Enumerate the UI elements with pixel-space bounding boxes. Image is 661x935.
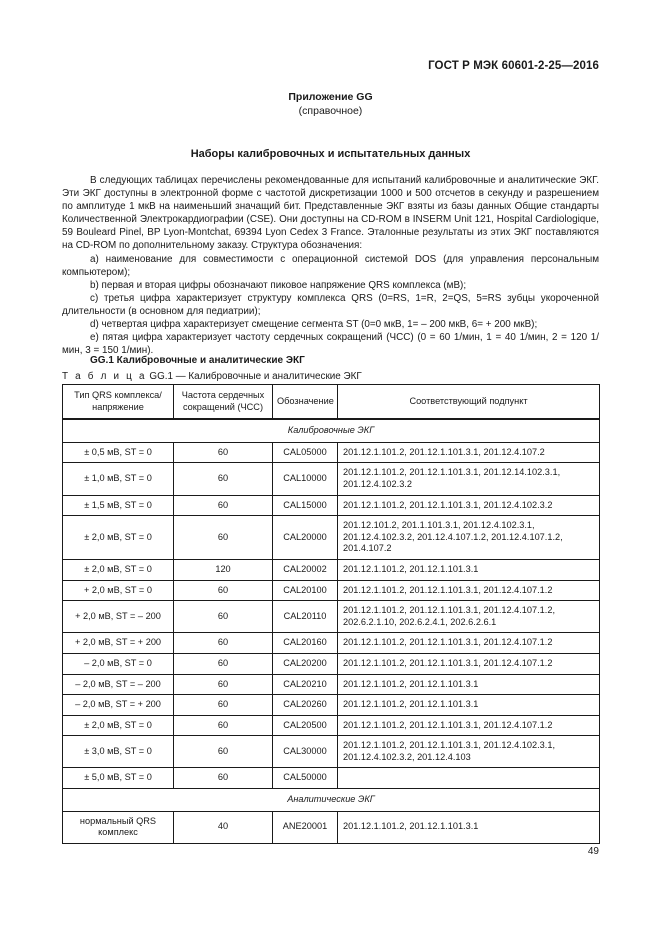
- body-text: [62, 174, 599, 357]
- cell-qrs-type: – 2,0 мВ, ST = – 200: [63, 674, 174, 695]
- cell-qrs-type: ± 3,0 мВ, ST = 0: [63, 736, 174, 768]
- cell-heart-rate: 120: [174, 559, 273, 580]
- table-row: [63, 463, 600, 495]
- page-number: 49: [587, 846, 599, 857]
- table-row: [63, 559, 600, 580]
- paragraph-item-b: b) первая и вторая цифры обозначают пиковое напряжение QRS комплекса (мВ);: [90, 279, 467, 291]
- cell-qrs-type: + 2,0 мВ, ST = 0: [63, 580, 174, 601]
- cell-heart-rate: 60: [174, 463, 273, 495]
- cell-subclause: 201.12.1.101.2, 201.12.1.101.3.1, 201.12.4.107.1.2: [338, 715, 600, 736]
- cell-subclause: 201.12.1.101.2, 201.12.1.101.3.1, 201.12.4.102.3.1, 201.12.4.102.3.2, 201.12.4.103: [338, 736, 600, 768]
- cell-designation: CAL20000: [273, 516, 338, 560]
- table-row: [63, 580, 600, 601]
- cell-heart-rate: 60: [174, 601, 273, 633]
- cell-designation: CAL10000: [273, 463, 338, 495]
- page-title: Наборы калибровочных и испытательных данных: [190, 148, 471, 160]
- cell-heart-rate: 60: [174, 580, 273, 601]
- cell-subclause: 201.12.1.101.2, 201.12.1.101.3.1, 201.12.4.107.1.2, 202.6.2.1.10, 202.6.2.4.1, 202.6.2.6.1: [338, 601, 600, 633]
- cell-subclause: 201.12.1.101.2, 201.12.1.101.3.1, 201.12.14.102.3.1, 201.12.4.102.3.2: [338, 463, 600, 495]
- cell-designation: CAL20110: [273, 601, 338, 633]
- cell-subclause: [338, 768, 600, 789]
- cell-designation: CAL20260: [273, 695, 338, 716]
- cell-heart-rate: 60: [174, 442, 273, 463]
- cell-designation: CAL05000: [273, 442, 338, 463]
- cell-subclause: 201.12.1.101.2, 201.12.1.101.3.1, 201.12.4.107.2: [338, 442, 600, 463]
- cell-designation: CAL30000: [273, 736, 338, 768]
- cell-heart-rate: 60: [174, 715, 273, 736]
- table-row: [63, 653, 600, 674]
- cell-heart-rate: 60: [174, 516, 273, 560]
- cell-heart-rate: 60: [174, 653, 273, 674]
- paragraph-item-a: a) наименование для совместимости с операционной системой DOS (для управления персональным компьютером);: [62, 253, 599, 278]
- column-header-heart-rate: [174, 385, 273, 420]
- cell-subclause: 201.12.1.101.2, 201.12.1.101.3.1, 201.12.4.102.3.2: [338, 495, 600, 516]
- column-header-qrs-type-line1: Тип QRS комплекса/: [74, 390, 162, 400]
- cell-qrs-type: ± 2,0 мВ, ST = 0: [63, 715, 174, 736]
- annex-kind: (справочное): [298, 105, 363, 117]
- column-header-qrs-type: [63, 385, 174, 420]
- cell-subclause: 201.12.1.101.2, 201.12.1.101.3.1, 201.12.4.107.1.2: [338, 580, 600, 601]
- cell-designation: ANE20001: [273, 811, 338, 843]
- table-row: [63, 601, 600, 633]
- table-row: [63, 674, 600, 695]
- subclause-heading: GG.1 Калибровочные и аналитические ЭКГ: [90, 355, 305, 366]
- table-row: [63, 768, 600, 789]
- table-row: [63, 811, 600, 843]
- cell-subclause: 201.12.1.101.2, 201.12.1.101.3.1, 201.12.4.107.1.2: [338, 653, 600, 674]
- paragraph-item-e: e) пятая цифра характеризует частоту сердечных сокращений (ЧСС) (0 = 60 1/мин, 1 = 40 1/мин, 2 = 120 1/мин, 3 = 150 1/мин).: [62, 332, 599, 357]
- cell-qrs-type: ± 0,5 мВ, ST = 0: [63, 442, 174, 463]
- table-row: [63, 442, 600, 463]
- cell-heart-rate: 60: [174, 495, 273, 516]
- cell-qrs-type: – 2,0 мВ, ST = 0: [63, 653, 174, 674]
- table-caption-rest: GG.1 — Калибровочные и аналитические ЭКГ: [146, 371, 362, 382]
- table-header: [63, 385, 600, 420]
- cell-subclause: 201.12.101.2, 201.1.101.3.1, 201.12.4.102.3.1, 201.12.4.102.3.2, 201.12.4.107.1.2, 201.12.4.107.1.2, 201.4.107.2: [338, 516, 600, 560]
- cell-designation: CAL20100: [273, 580, 338, 601]
- group-label-analytic: Аналитические ЭКГ: [63, 789, 600, 812]
- cell-designation: CAL20500: [273, 715, 338, 736]
- cell-designation: CAL50000: [273, 768, 338, 789]
- cell-heart-rate: 60: [174, 695, 273, 716]
- table-caption: [62, 371, 362, 382]
- standard-reference-header: ГОСТ Р МЭК 60601-2-25—2016: [428, 60, 599, 72]
- column-header-subclause: Соответствующий подпункт: [338, 385, 600, 420]
- cell-designation: CAL20002: [273, 559, 338, 580]
- cell-designation: CAL20160: [273, 633, 338, 654]
- cell-qrs-type: ± 1,0 мВ, ST = 0: [63, 463, 174, 495]
- column-header-heart-rate-line2: сокращений (ЧСС): [182, 401, 263, 412]
- cell-subclause: 201.12.1.101.2, 201.12.1.101.3.1: [338, 559, 600, 580]
- cell-qrs-type: + 2,0 мВ, ST = + 200: [63, 633, 174, 654]
- column-header-designation: Обозначение: [273, 385, 338, 420]
- annex-heading-block: [0, 90, 661, 118]
- cell-qrs-type: ± 2,0 мВ, ST = 0: [63, 516, 174, 560]
- group-label-calibration: Калибровочные ЭКГ: [63, 419, 600, 442]
- column-header-qrs-type-line2: напряжение: [92, 401, 144, 412]
- cell-heart-rate: 60: [174, 736, 273, 768]
- cell-qrs-type: + 2,0 мВ, ST = – 200: [63, 601, 174, 633]
- cell-heart-rate: 60: [174, 674, 273, 695]
- cell-qrs-type: – 2,0 мВ, ST = + 200: [63, 695, 174, 716]
- cell-designation: CAL20200: [273, 653, 338, 674]
- table-body: [63, 419, 600, 843]
- group-row-analytic: [63, 789, 600, 812]
- table-header-row: [63, 385, 600, 420]
- column-header-heart-rate-line1: Частота сердечных: [181, 390, 265, 400]
- table-row: [63, 715, 600, 736]
- cell-qrs-type: [63, 811, 174, 843]
- paragraph-intro: В следующих таблицах перечислены рекомендованные для испытаний калибровочные и аналитические ЭКГ. Эти ЭКГ доступны в электронной форме с частотой дискретизации 1000 и 500 отсчетов в секунду и разрешением по амплитуде 1 мкВ на наименьший значащий бит. Представленные ЭКГ взяты из базы данных Общие стандарты Количественной Электрокардиографии (CSE). Они доступны на CD-ROM в INSERM Unit 121, Hospital Cardiologique, 59 Bouleard Pinel, BP Lyon-Montchat, 69394 Lyon Cedex 3 France. Эталонные результаты из этих ЭКГ поставляются на CD-ROM по дополнительному заказу. Структура обозначения:: [62, 175, 599, 252]
- table-row: [63, 633, 600, 654]
- group-row-calibration: [63, 419, 600, 442]
- table-caption-prefix: Т а б л и ц а: [62, 371, 147, 382]
- table-row: [63, 695, 600, 716]
- cell-subclause: 201.12.1.101.2, 201.12.1.101.3.1: [338, 695, 600, 716]
- cell-qrs-type: ± 2,0 мВ, ST = 0: [63, 559, 174, 580]
- table-row: [63, 516, 600, 560]
- cell-subclause: 201.12.1.101.2, 201.12.1.101.3.1: [338, 674, 600, 695]
- paragraph-item-c: c) третья цифра характеризует структуру комплекса QRS (0=RS, 1=R, 2=QS, 5=RS зубцы укороченной длительности (в основном для педиатрии);: [62, 292, 599, 317]
- table-row: [63, 736, 600, 768]
- cell-qrs-type-line1: нормальный QRS: [79, 815, 157, 826]
- cell-subclause: 201.12.1.101.2, 201.12.1.101.3.1, 201.12.4.107.1.2: [338, 633, 600, 654]
- cell-heart-rate: 60: [174, 633, 273, 654]
- calibration-ecg-table: [62, 384, 600, 844]
- table-row: [63, 495, 600, 516]
- cell-designation: CAL20210: [273, 674, 338, 695]
- paragraph-item-d: d) четвертая цифра характеризует смещение сегмента ST (0=0 мкВ, 1= – 200 мкВ, 6= + 200 мкВ);: [90, 319, 538, 331]
- cell-subclause: 201.12.1.101.2, 201.12.1.101.3.1: [338, 811, 600, 843]
- cell-qrs-type: ± 5,0 мВ, ST = 0: [63, 768, 174, 789]
- cell-heart-rate: 40: [174, 811, 273, 843]
- cell-heart-rate: 60: [174, 768, 273, 789]
- annex-title: Приложение GG: [288, 91, 373, 103]
- cell-qrs-type-line2: комплекс: [98, 827, 138, 838]
- cell-qrs-type: ± 1,5 мВ, ST = 0: [63, 495, 174, 516]
- cell-designation: CAL15000: [273, 495, 338, 516]
